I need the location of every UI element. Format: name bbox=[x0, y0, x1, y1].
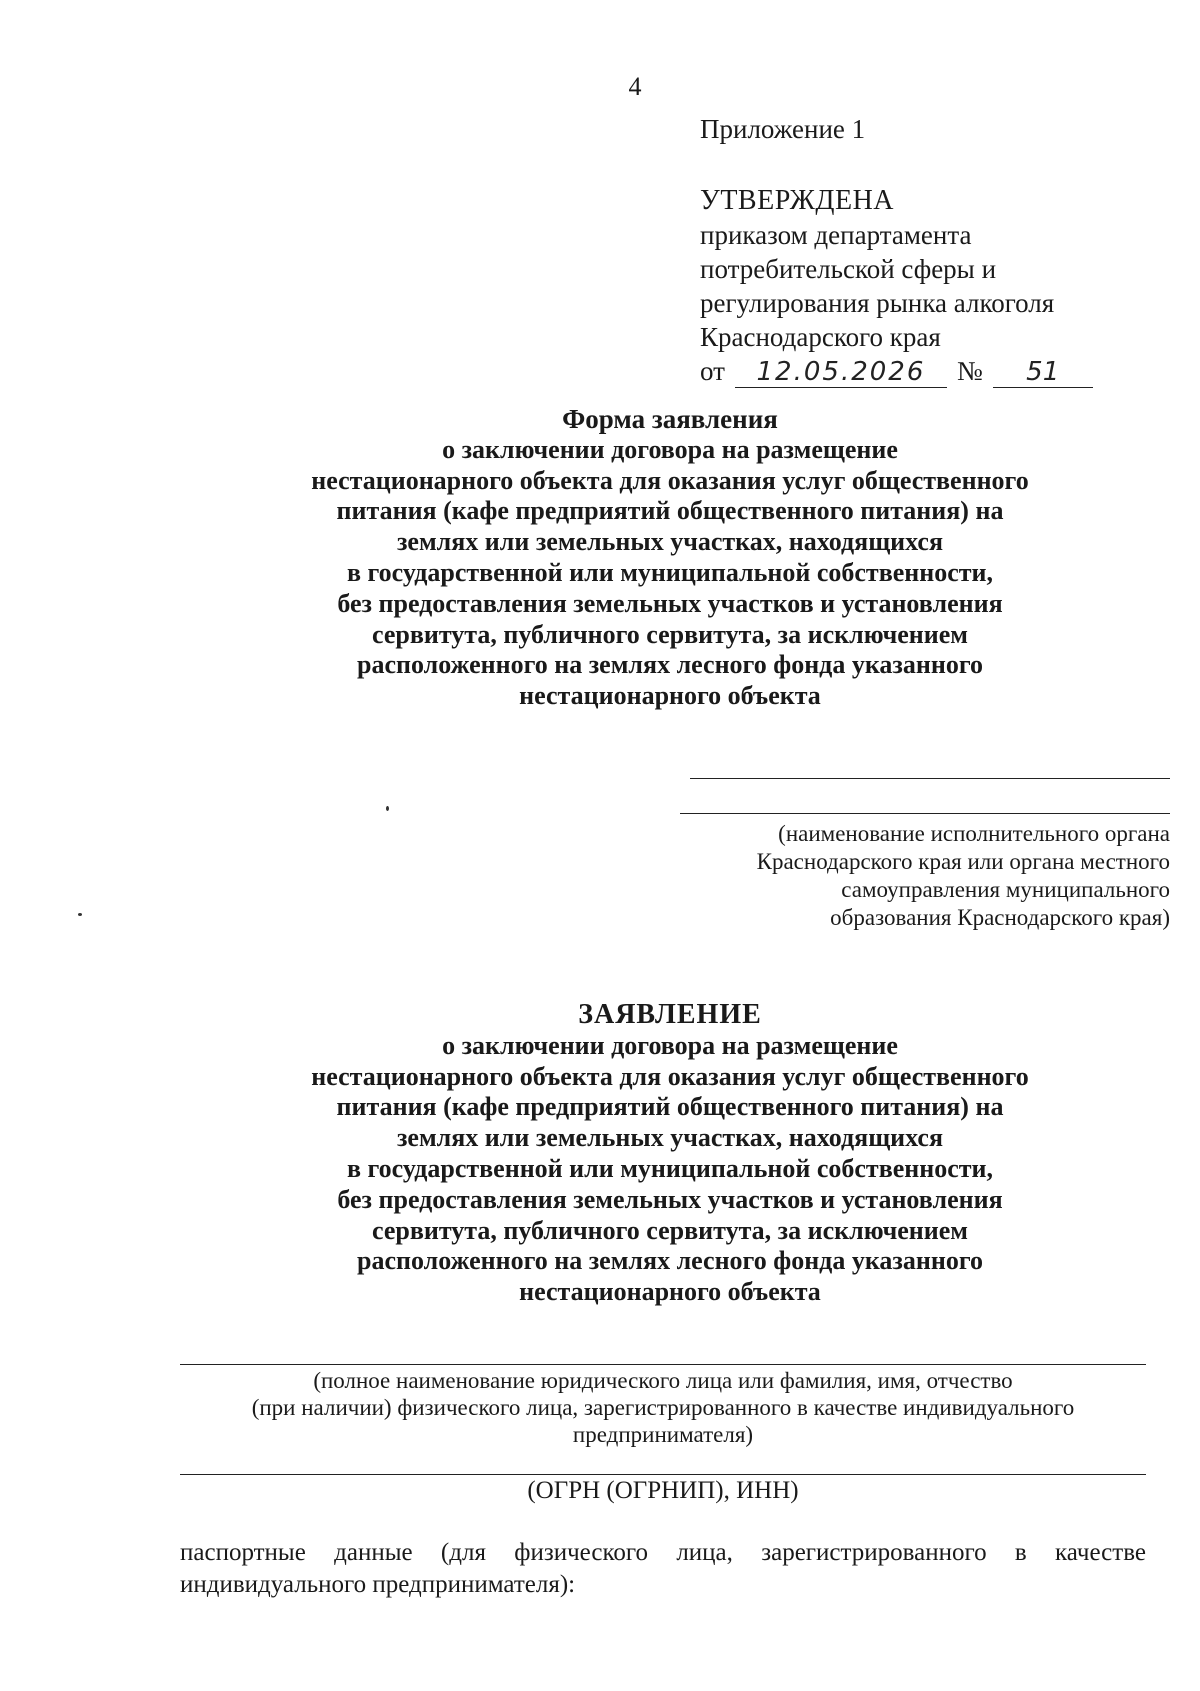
statement-heading-line: питания (кафе предприятий общественного питания) на bbox=[336, 1092, 1004, 1122]
form-heading-line: без предоставления земельных участков и установления bbox=[337, 588, 1003, 618]
approval-line: потребительской сферы и bbox=[700, 254, 997, 284]
passport-word: в bbox=[1014, 1539, 1027, 1566]
form-heading bbox=[150, 404, 1190, 712]
form-heading-line: нестационарного объекта для оказания услуг общественного bbox=[311, 465, 1029, 495]
statement-heading-line: нестационарного объекта bbox=[519, 1277, 821, 1307]
statement-heading-line: сервитута, публичного сервитута, за исключением bbox=[372, 1215, 968, 1245]
date-prefix: от bbox=[700, 356, 725, 386]
form-title: Форма заявления bbox=[562, 404, 778, 434]
approval-line: регулирования рынка алкоголя bbox=[700, 288, 1055, 318]
statement-title: ЗАЯВЛЕНИЕ bbox=[578, 999, 762, 1030]
passport-word: (для bbox=[440, 1539, 486, 1566]
number-prefix: № bbox=[956, 356, 983, 386]
addressee-fill-line[interactable] bbox=[680, 813, 1170, 814]
scan-speck bbox=[386, 806, 389, 811]
page-number: 4 bbox=[628, 72, 642, 101]
passport-word: лица, bbox=[676, 1539, 733, 1566]
statement-heading-line: землях или земельных участках, находящихся bbox=[396, 1123, 944, 1153]
approval-block bbox=[700, 112, 1140, 388]
form-heading-line: в государственной или муниципальной собственности, bbox=[346, 557, 994, 587]
passport-word: физического bbox=[514, 1539, 648, 1566]
form-heading-line: питания (кафе предприятий общественного питания) на bbox=[336, 496, 1004, 526]
addressee-caption-line: самоуправления муниципального bbox=[841, 877, 1170, 902]
passport-row-1 bbox=[180, 1537, 1146, 1569]
statement-heading-line: о заключении договора на размещение bbox=[442, 1030, 898, 1060]
form-heading-line: нестационарного объекта bbox=[519, 681, 821, 711]
form-heading-line: расположенного на землях лесного фонда указанного bbox=[357, 650, 983, 680]
form-heading-line: сервитута, публичного сервитута, за исключением bbox=[372, 619, 968, 649]
handwritten-date: 12.05.2026 bbox=[735, 357, 947, 388]
applicant-caption-line: предпринимателя) bbox=[572, 1422, 754, 1447]
statement-heading bbox=[150, 1000, 1190, 1308]
statement-heading-line: нестационарного объекта для оказания услуг общественного bbox=[311, 1061, 1029, 1091]
approved-label: УТВЕРЖДЕНА bbox=[700, 185, 895, 216]
form-heading-line: о заключении договора на размещение bbox=[442, 434, 898, 464]
handwritten-number: 51 bbox=[993, 357, 1093, 388]
form-heading-line: землях или земельных участках, находящихся bbox=[396, 527, 944, 557]
addressee-caption-line: (наименование исполнительного органа bbox=[778, 821, 1170, 846]
passport-data-paragraph bbox=[180, 1537, 1146, 1601]
addressee-fill-line[interactable] bbox=[690, 778, 1170, 779]
applicant-name-fill-line[interactable] bbox=[180, 1364, 1146, 1365]
appendix-label: Приложение 1 bbox=[700, 114, 866, 144]
passport-word: качестве bbox=[1055, 1539, 1146, 1566]
approval-line: приказом департамента bbox=[700, 220, 972, 250]
addressee-block bbox=[680, 778, 1170, 932]
approval-date-number-line bbox=[700, 354, 1140, 388]
approval-line: Краснодарского края bbox=[700, 322, 941, 352]
passport-word: зарегистрированного bbox=[761, 1539, 987, 1566]
applicant-caption bbox=[180, 1367, 1146, 1448]
passport-word: паспортные bbox=[180, 1539, 306, 1566]
scan-speck bbox=[78, 913, 82, 916]
passport-row-2: индивидуального предпринимателя): bbox=[180, 1571, 576, 1598]
addressee-caption-line: образования Краснодарского края) bbox=[830, 905, 1170, 930]
addressee-caption bbox=[680, 820, 1170, 932]
addressee-caption-line: Краснодарского края или органа местного bbox=[756, 849, 1170, 874]
applicant-caption-line: (при наличии) физического лица, зарегистрированного в качестве индивидуального bbox=[251, 1395, 1075, 1420]
passport-word: данные bbox=[334, 1539, 413, 1566]
ogrn-caption: (ОГРН (ОГРНИП), ИНН) bbox=[527, 1477, 799, 1504]
applicant-caption-line: (полное наименование юридического лица или фамилия, имя, отчество bbox=[313, 1368, 1013, 1393]
ogrn-inn-fill-line[interactable] bbox=[180, 1474, 1146, 1475]
statement-heading-line: без предоставления земельных участков и установления bbox=[337, 1184, 1003, 1214]
statement-heading-line: в государственной или муниципальной собственности, bbox=[346, 1153, 994, 1183]
statement-heading-line: расположенного на землях лесного фонда указанного bbox=[357, 1246, 983, 1276]
